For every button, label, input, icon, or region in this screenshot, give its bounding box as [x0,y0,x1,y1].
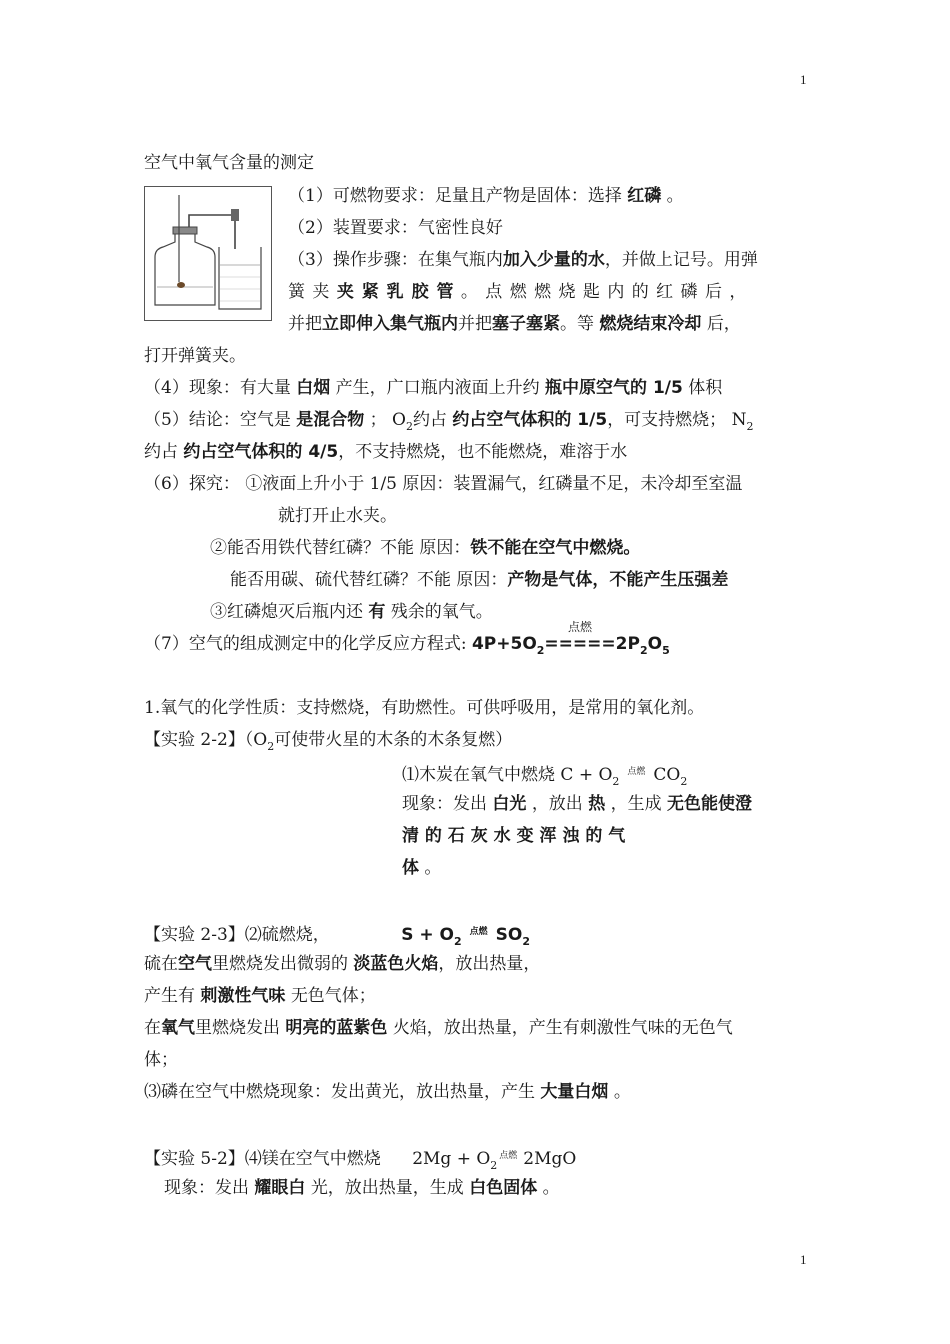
page-number-bottom: 1 [800,1252,807,1267]
line-8: （5）结论：空气是 是混合物 ； $O_2$约占 约占空气体积的 1/5，可支持燃烧； $N_2$ [144,410,754,433]
line-12: ②能否用铁代替红磷？不能 原因：铁不能在空气中燃烧。 [210,538,641,558]
charcoal-phenomenon-2: 清 的 石 灰 水 变 浑 浊 的 气 [402,826,626,846]
magnesium-equation: $2Mg + O_2^{点燃}$ 2MgO [412,1149,577,1172]
line-15-equation: （7）空气的组成测定中的化学反应方程式: $4P+5O_2$ 点燃 $=====2P_2O_5$ [144,620,670,657]
sulfur-in-oxygen-2: 体； [144,1050,178,1070]
sulfur-equation: $S + O_2^{点燃}$ $SO_2$ [401,925,530,948]
apparatus-figure [144,186,272,321]
apparatus-illustration [145,187,271,320]
line-10: （6）探究： ①液面上升小于 1/5 原因：装置漏气，红磷量不足，未冷却至室温 [144,474,743,494]
experiment-5-2: 【实验 5-2】⑷镁在空气中燃烧 $2Mg + O_2^{点燃}$ 2MgO [144,1149,577,1172]
line-13: 能否用碳、硫代替红磷？不能 原因：产物是气体，不能产生压强差 [230,570,729,590]
line-3: （3）操作步骤：在集气瓶内加入少量的水，并做上记号。用弹 [288,250,758,270]
phosphorus-burning: ⑶磷在空气中燃烧现象：发出黄光，放出热量，产生 大量白烟 。 [144,1082,631,1102]
sulfur-in-oxygen: 在氧气里燃烧发出 明亮的蓝紫色 火焰，放出热量，产生有刺激性气味的无色气 [144,1018,733,1038]
line-7: （4）现象：有大量 白烟 产生，广口瓶内液面上升约 瓶中原空气的 1/5 体积 [144,378,723,398]
line-2: （2）装置要求：气密性良好 [288,218,503,238]
line-4: 簧 夹 夹 紧 乳 胶 管 。 点 燃 燃 烧 匙 内 的 红 磷 后 ， [288,282,748,302]
charcoal-phenomenon: 现象：发出 白光 ，放出 热 ，生成 无色能使澄 [402,794,753,814]
section-heading: 空气中氧气含量的测定 [144,153,314,173]
page-number-top: 1 [800,72,807,87]
line-1: （1）可燃物要求：足量且产物是固体：选择 红磷 。 [288,186,684,206]
line-6: 打开弹簧夹。 [144,346,246,366]
line-5: 并把立即伸入集气瓶内并把塞子塞紧。等 燃烧结束冷却 后， [288,314,741,334]
charcoal-phenomenon-3: 体 。 [402,858,442,878]
experiment-2-2: 【实验 2-2】（$O_2$可使带火星的木条的木条复燃） [144,730,513,753]
phosphorus-equation: $4P+5O_2$ 点燃 $=====2P_2O_5$ [471,620,670,657]
line-9: 约占 约占空气体积的 4/5，不支持燃烧，也不能燃烧，难溶于水 [144,442,628,462]
line-11: 就打开止水夹。 [278,506,397,526]
magnesium-phenomenon: 现象：发出 耀眼白 光，放出热量，生成 白色固体 。 [164,1178,560,1198]
experiment-2-3: 【实验 2-3】⑵硫燃烧， $S + O_2^{点燃}$ $SO_2$ [144,925,530,948]
line-14: ③红磷熄灭后瓶内还 有 残余的氧气。 [210,602,493,622]
sulfur-gas: 产生有 刺激性气味 无色气体； [144,986,376,1006]
oxygen-properties: 1.氧气的化学性质：支持燃烧，有助燃性。可供呼吸用，是常用的氧化剂。 [144,698,705,718]
sulfur-in-air: 硫在空气里燃烧发出微弱的 淡蓝色火焰，放出热量， [144,954,541,974]
charcoal-equation: ⑴木炭在氧气中燃烧 $C + O_2^{点燃}$ $CO_2$ [402,765,688,788]
